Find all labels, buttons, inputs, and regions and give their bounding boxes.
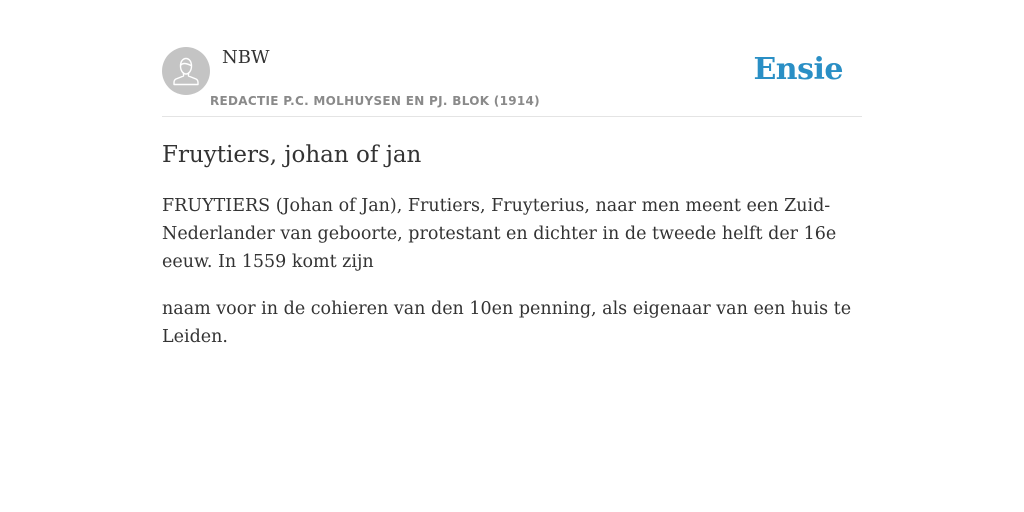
author-avatar[interactable] (162, 47, 210, 95)
user-silhouette-icon (162, 47, 210, 95)
ensie-logo[interactable]: Ensie (753, 52, 843, 87)
author-name[interactable]: NBW (222, 47, 270, 68)
article-header (162, 0, 862, 117)
article-paragraph: FRUYTIERS (Johan of Jan), Frutiers, Fruyterius, naar men meent een Zuid-Nederlander van geboorte, protestant en dichter in de tweede helft der 16e eeuw. In 1559 komt zijn (162, 196, 837, 272)
content-container (162, 0, 862, 347)
editorial-credit: REDACTIE P.C. MOLHUYSEN EN PJ. BLOK (1914) (210, 94, 540, 108)
article-title: Fruytiers, johan of jan (162, 142, 422, 168)
article-paragraph: naam voor in de cohieren van den 10en penning, als eigenaar van een huis te Leiden. (162, 299, 852, 347)
